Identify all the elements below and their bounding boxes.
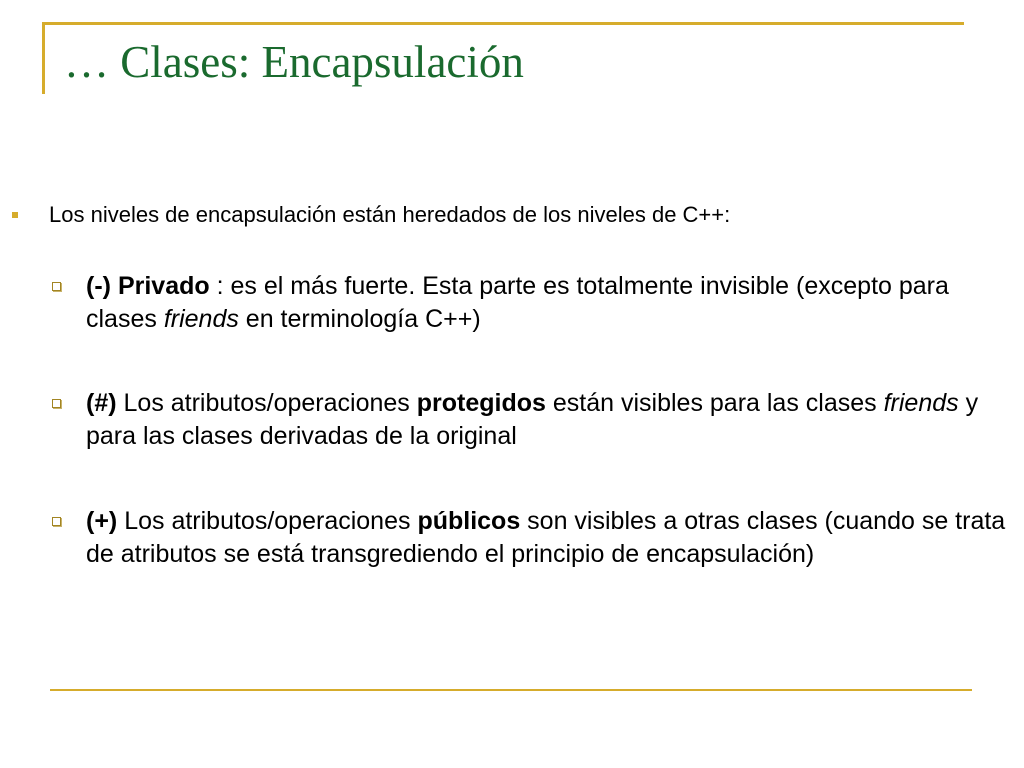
text-segment: en terminología C++) — [238, 305, 481, 333]
list-item-text — [86, 387, 1016, 453]
list-item-text — [86, 505, 1016, 571]
friends-term: friends — [883, 389, 959, 417]
visibility-symbol: (#) — [86, 389, 117, 417]
text-segment: y para las clases derivadas de la original — [86, 389, 979, 450]
keyword: públicos — [417, 507, 521, 535]
friends-term: friends — [163, 305, 239, 333]
square-bullet-icon — [12, 212, 18, 218]
hollow-square-bullet-icon — [52, 517, 61, 526]
text-segment: están visibles para las clases — [545, 389, 884, 417]
main-bullet-text: Los niveles de encapsulación están heredados de los niveles de C++: — [49, 202, 731, 227]
hollow-square-bullet-icon — [52, 399, 61, 408]
slide-title: … Clases: Encapsulación — [64, 37, 524, 87]
visibility-symbol: (+) — [86, 507, 118, 535]
list-item-text — [86, 270, 1016, 336]
text-segment: son visibles a otras clases (cuando se trata de atributos se está transgrediendo el principio de encapsulación) — [86, 507, 1006, 568]
text-segment: Los atributos/operaciones — [116, 389, 417, 417]
visibility-symbol: (-) — [86, 272, 111, 300]
text-segment: : es el más fuerte. Esta parte es totalmente invisible (excepto para clases — [86, 272, 949, 333]
text-segment: Los atributos/operaciones — [117, 507, 418, 535]
keyword: Privado — [117, 272, 210, 300]
keyword: protegidos — [416, 389, 546, 417]
bottom-border-line — [50, 689, 972, 691]
hollow-square-bullet-icon — [52, 282, 61, 291]
